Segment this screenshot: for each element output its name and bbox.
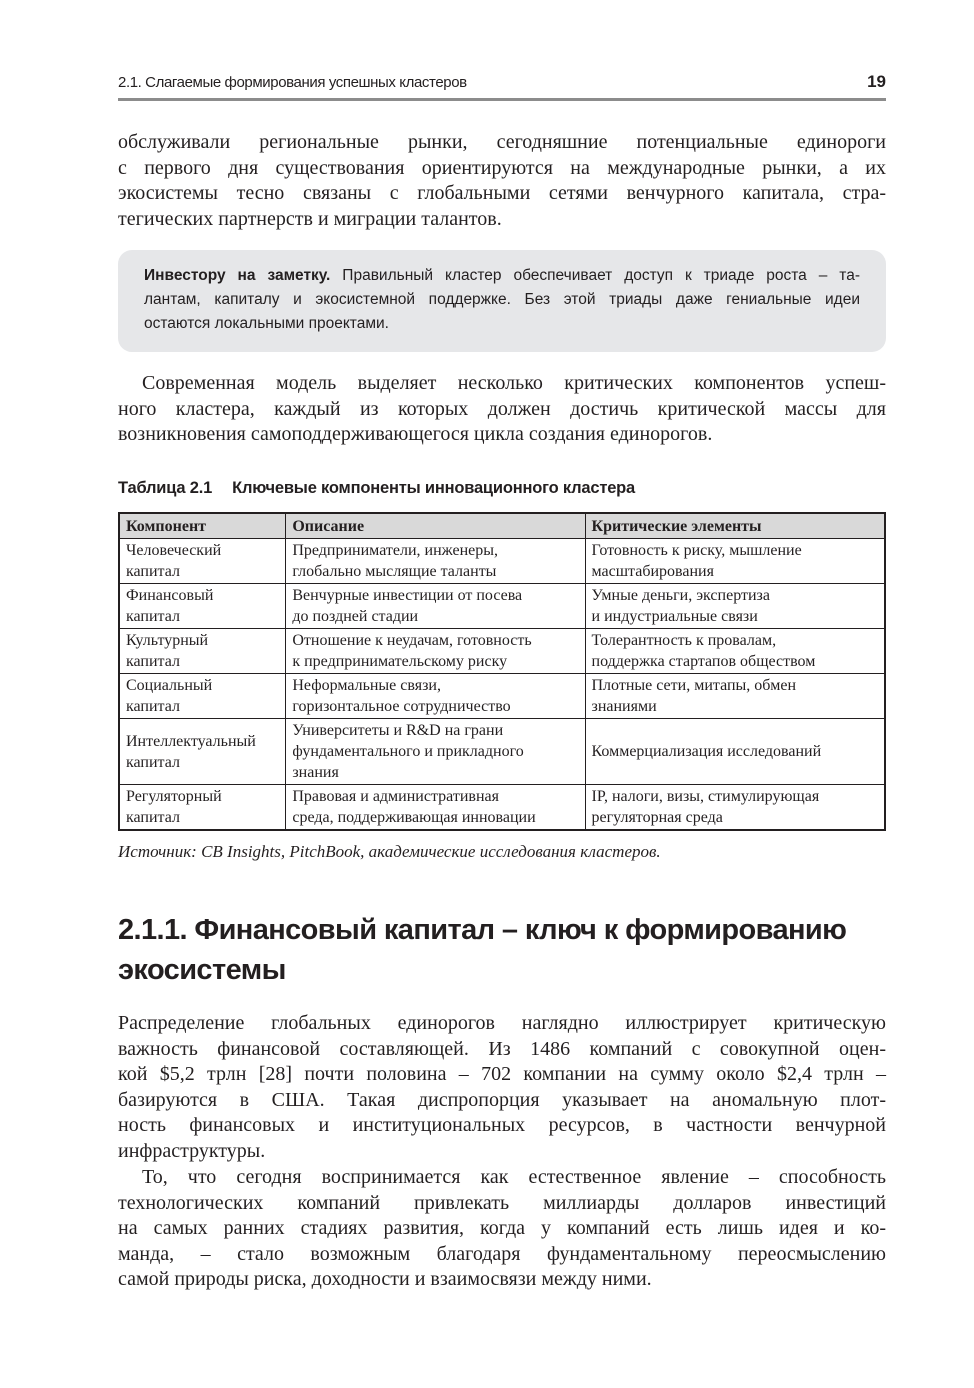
table-cell — [585, 584, 885, 629]
table-cell — [286, 539, 585, 584]
cell-line: глобально мыслящие таланты — [292, 563, 497, 580]
running-header-title: 2.1. Слагаемые формирования успешных кластеров — [118, 74, 467, 91]
text-line: базируются в США. Такая диспропорция указывает на аномальную плот- — [118, 1088, 886, 1111]
cell-line: Интеллектуальный — [126, 732, 256, 750]
table-cell — [286, 629, 585, 674]
table-row — [119, 584, 885, 629]
cell-line: масштабирования — [591, 563, 714, 580]
cell-line: капитал — [126, 653, 180, 670]
cell-line: знаниями — [591, 698, 657, 715]
text-line: тегических партнерств и миграции талантов. — [118, 207, 502, 230]
text-line: ного кластера, каждый из которых должен достичь критической массы для — [118, 397, 886, 420]
cell-line: регуляторная среда — [591, 809, 723, 826]
text-line: То, что сегодня воспринимается как естественное явление – способность — [142, 1166, 886, 1188]
cell-line: Правовая и административная — [292, 788, 499, 805]
components-table — [118, 512, 886, 831]
cell-line: к предпринимательскому риску — [292, 653, 508, 670]
cell-line: и индустриальные связи — [591, 608, 758, 625]
column-header: Критические элементы — [585, 513, 885, 539]
table-title: Ключевые компоненты инновационного кластера — [232, 479, 636, 497]
note-text: остаются локальными проектами. — [144, 315, 389, 332]
cell-line: до поздней стадии — [292, 608, 419, 625]
table-cell — [585, 674, 885, 719]
text-line: манда, – стало возможным благодаря фундаментальному переосмыслению — [118, 1242, 886, 1265]
text-line: на самых ранних стадиях развития, когда у компаний есть лишь идея и ко- — [118, 1217, 886, 1240]
cell-line: Готовность к риску, мышление — [591, 542, 802, 559]
cell-line: капитал — [126, 698, 180, 715]
text-line: обслуживали региональные рынки, сегодняшние потенциальные единороги — [118, 131, 886, 153]
text-line: инфраструктуры. — [118, 1139, 266, 1162]
page-number: 19 — [867, 72, 886, 91]
text-line: технологических компаний привлекать миллиарды долларов инвестиций — [118, 1191, 886, 1214]
text-line: Современная модель выделяет несколько критических компонентов успеш- — [142, 372, 886, 394]
note-text: лантам, капиталу и экосистемной поддержке. Без этой триады даже гениальные идеи — [144, 291, 860, 308]
text-line: важность финансовой составляющей. Из 1486 компаний с совокупной оцен- — [118, 1037, 886, 1060]
cell-line: Социальный — [126, 677, 213, 694]
table-cell — [286, 785, 585, 831]
table-cell — [286, 584, 585, 629]
table-cell — [119, 584, 286, 629]
table-cell — [585, 785, 885, 831]
cell-line: капитал — [126, 563, 180, 580]
table-row — [119, 539, 885, 584]
running-header — [118, 70, 886, 101]
column-header: Компонент — [119, 513, 286, 539]
table-row — [119, 785, 885, 831]
text-line: кой $5,2 трлн [28] почти половина – 702 компании на сумму около $2,4 трлн – — [118, 1063, 886, 1086]
table-header-row — [119, 513, 885, 539]
table-number: Таблица 2.1 — [118, 479, 213, 497]
table-cell — [119, 539, 286, 584]
cell-line: Университеты и R&D на грани — [292, 722, 504, 739]
table-row — [119, 719, 885, 785]
cell-line: поддержка стартапов обществом — [591, 653, 816, 670]
section-heading — [118, 910, 886, 990]
cell-line: среда, поддерживающая инновации — [292, 809, 536, 826]
table-cell — [119, 719, 286, 785]
cell-line: фундаментального и прикладного — [292, 743, 524, 760]
investor-note-box — [118, 250, 886, 352]
paragraph-1 — [118, 130, 886, 232]
text-line: ность финансовых и институциональных ресурсов, в частности венчурной — [118, 1114, 886, 1137]
table-cell — [119, 785, 286, 831]
note-label: Инвестору на заметку. — [144, 267, 331, 284]
paragraph-4 — [118, 1165, 886, 1293]
cell-line: капитал — [126, 809, 180, 826]
column-header: Описание — [286, 513, 585, 539]
table-row — [119, 674, 885, 719]
text-line: возникновения самоподдерживающегося цикла создания единорогов. — [118, 423, 713, 446]
table-cell — [585, 539, 885, 584]
cell-line: капитал — [126, 608, 180, 625]
cell-line: Умные деньги, экспертиза — [591, 587, 770, 604]
cell-line: Отношение к неудачам, готовность — [292, 632, 532, 649]
text-line: Распределение глобальных единорогов наглядно иллюстрирует критическую — [118, 1012, 886, 1034]
cell-line: горизонтальное сотрудничество — [292, 698, 511, 715]
table-cell — [286, 674, 585, 719]
cell-line: Культурный — [126, 632, 209, 649]
cell-line: Неформальные связи, — [292, 677, 441, 694]
text-line: с первого дня существования ориентируются на международные рынки, а их — [118, 156, 886, 179]
table-cell — [119, 674, 286, 719]
note-text: Правильный кластер обеспечивает доступ к триаде роста – та- — [330, 267, 860, 284]
table-row — [119, 629, 885, 674]
cell-line: Коммерциализация исследований — [591, 743, 822, 760]
cell-line: Регуляторный — [126, 788, 222, 805]
paragraph-3 — [118, 1011, 886, 1165]
table-source: Источник: CB Insights, PitchBook, академические исследования кластеров. — [118, 842, 661, 861]
text-line: самой природы риска, доходности и взаимосвязи между ними. — [118, 1268, 652, 1291]
cell-line: Толерантность к провалам, — [591, 632, 777, 649]
cell-line: Предприниматели, инженеры, — [292, 542, 499, 559]
table-cell — [286, 719, 585, 785]
cell-line: Человеческий — [126, 542, 222, 559]
table-cell — [585, 719, 885, 785]
heading-line: 2.1.1. Финансовый капитал – ключ к формированию — [118, 914, 847, 946]
heading-line: экосистемы — [118, 954, 286, 986]
paragraph-2 — [118, 371, 886, 448]
table-cell — [585, 629, 885, 674]
cell-line: IP, налоги, визы, стимулирующая — [591, 788, 820, 805]
cell-line: знания — [292, 764, 339, 781]
cell-line: Финансовый — [126, 587, 214, 604]
cell-line: Плотные сети, митапы, обмен — [591, 677, 797, 694]
text-line: экосистемы тесно связаны с глобальными сетями венчурного капитала, стра- — [118, 182, 886, 205]
table-caption — [118, 479, 635, 498]
cell-line: капитал — [126, 753, 180, 771]
table-cell — [119, 629, 286, 674]
cell-line: Венчурные инвестиции от посева — [292, 587, 523, 604]
